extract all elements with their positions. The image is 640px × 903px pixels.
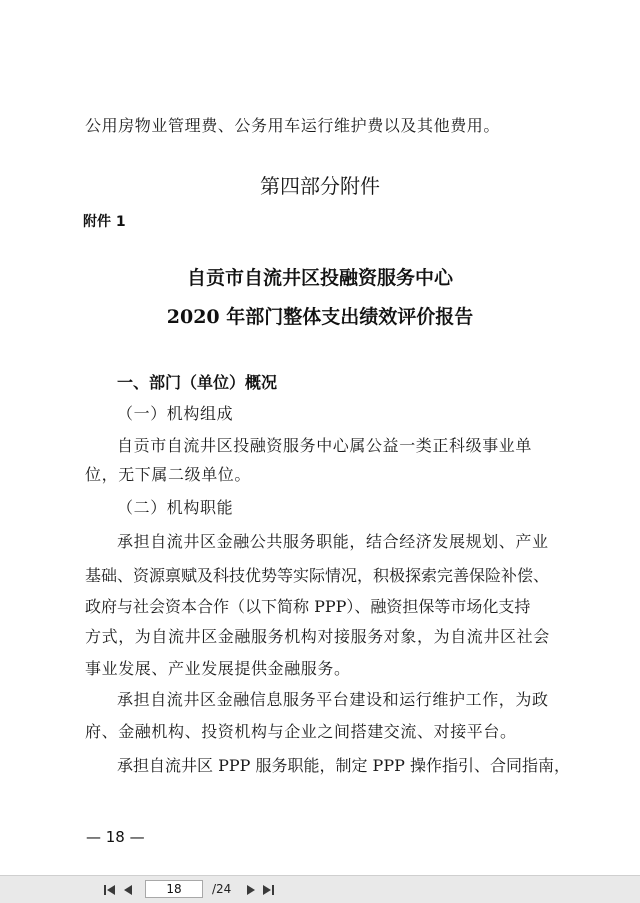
next-page-icon[interactable]: [244, 883, 258, 897]
page-number-footer: — 18 —: [86, 828, 145, 846]
previous-paragraph-tail: 公用房物业管理费、公务用车运行维护费以及其他费用。: [85, 116, 501, 135]
paragraph-line: 承担自流井区金融公共服务职能，结合经济发展规划、产业: [117, 532, 549, 551]
paragraph-line: 承担自流井区 PPP 服务职能，制定 PPP 操作指引、合同指南，: [117, 756, 570, 775]
paragraph-line: 承担自流井区金融信息服务平台建设和运行维护工作，为政: [117, 690, 549, 709]
last-page-icon[interactable]: [261, 883, 275, 897]
report-title-line-2: 2020 年部门整体支出绩效评价报告: [166, 306, 474, 328]
prev-page-icon[interactable]: [121, 883, 135, 897]
paragraph-line: 自贡市自流井区投融资服务中心属公益一类正科级事业单: [117, 436, 533, 455]
heading-department-overview: 一、部门（单位）概况: [117, 373, 278, 392]
paragraph-line: 政府与社会资本合作（以下简称 PPP）、融资担保等市场化支持: [85, 597, 531, 616]
total-pages-label: /24: [212, 882, 232, 896]
section-heading: 第四部分附件: [260, 174, 380, 198]
subheading-organization: （一）机构组成: [117, 404, 234, 423]
paragraph-line: 府、金融机构、投资机构与企业之间搭建交流、对接平台。: [85, 722, 517, 741]
report-title-line-1: 自贡市自流井区投融资服务中心: [186, 267, 453, 289]
paragraph-line: 基础、资源禀赋及科技优势等实际情况，积极探索完善保险补偿、: [85, 566, 550, 585]
subheading-functions: （二）机构职能: [117, 498, 234, 517]
paragraph-line: 事业发展、产业发展提供金融服务。: [85, 659, 351, 678]
current-page-input[interactable]: [145, 880, 203, 898]
pdf-navigation-toolbar: [0, 875, 640, 903]
first-page-icon[interactable]: [103, 883, 117, 897]
paragraph-line: 位，无下属二级单位。: [85, 465, 252, 484]
attachment-label: 附件 1: [83, 214, 126, 230]
paragraph-line: 方式，为自流井区金融服务机构对接服务对象，为自流井区社会: [85, 627, 550, 646]
